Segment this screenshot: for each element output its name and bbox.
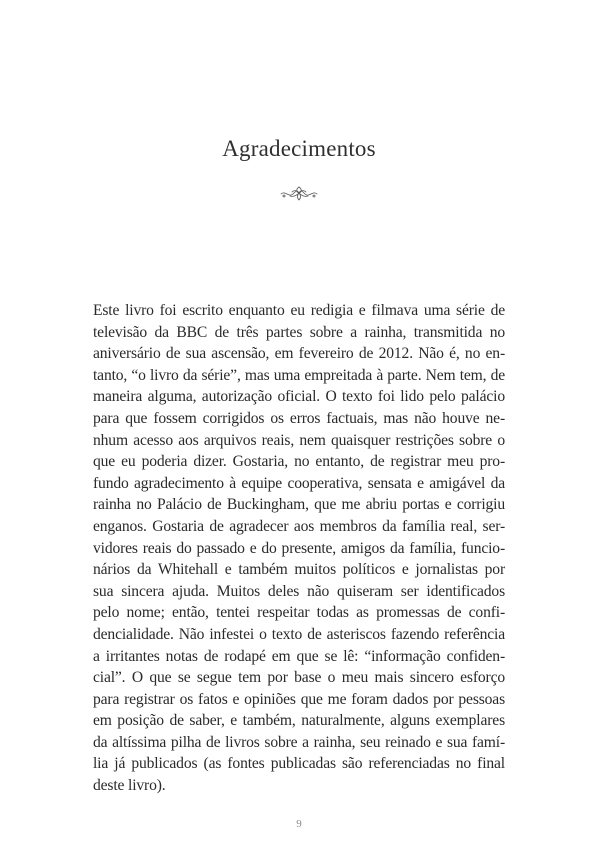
paragraph-line: sua sincera ajuda. Muitos deles não quiseram ser identificados [93,582,505,600]
paragraph-line: rainha no Palácio de Buckingham, que me abriu portas e corrigiu [93,496,505,514]
paragraph-line: nários da Whitehall e também muitos políticos e jornalistas por [93,561,505,579]
chapter-title: Agradecimentos [222,136,376,161]
paragraph-line: da altíssima pilha de livros sobre a rainha, seu reinado e sua famí- [93,733,505,751]
paragraph-line: pelo nome; então, tentei respeitar todas as promessas de confi- [93,604,505,622]
paragraph-line: enganos. Gostaria de agradecer aos membros da família real, ser- [93,517,505,535]
paragraph-line: para registrar os fatos e opiniões que me foram dados por pessoas [93,690,505,708]
paragraph-line: deste livro). [93,777,166,795]
paragraph-line: aniversário de sua ascensão, em fevereiro de 2012. Não é, no en- [93,345,505,363]
paragraph-line: fundo agradecimento à equipe cooperativa, sensata e amigável da [93,474,505,492]
paragraph-line: cial”. O que se segue tem por base o meu mais sincero esforço [93,669,505,687]
paragraph-line: para que fossem corrigidos os erros factuais, mas não houve ne- [93,409,505,427]
page-number: 9 [296,818,302,830]
paragraph-line: nhum acesso aos arquivos reais, nem quaisquer restrições sobre o [93,431,505,449]
paragraph-line: tanto, “o livro da série”, mas uma empreitada à parte. Nem tem, de [93,366,505,384]
paragraph-line: lia já publicados (as fontes publicadas são referenciadas no final [93,755,505,773]
paragraph-line: maneira alguma, autorização oficial. O texto foi lido pelo palácio [93,388,505,406]
flourish-ornament-icon [279,184,319,202]
paragraph-line: dencialidade. Não infestei o texto de asteriscos fazendo referência [93,625,505,643]
paragraph-line: que eu poderia dizer. Gostaria, no entanto, de registrar meu pro- [93,453,505,471]
paragraph-line: vidores reais do passado e do presente, amigos da família, funcio- [93,539,505,557]
paragraph-line: televisão da BBC de três partes sobre a rainha, transmitida no [93,323,505,341]
paragraph-line: a irritantes notas de rodapé em que se lê: “informação confiden- [93,647,505,665]
paragraph-line: Este livro foi escrito enquanto eu redigia e filmava uma série de [93,302,505,319]
paragraph-line: em posição de saber, e também, naturalmente, alguns exemplares [93,712,505,730]
acknowledgements-paragraph [93,300,505,797]
